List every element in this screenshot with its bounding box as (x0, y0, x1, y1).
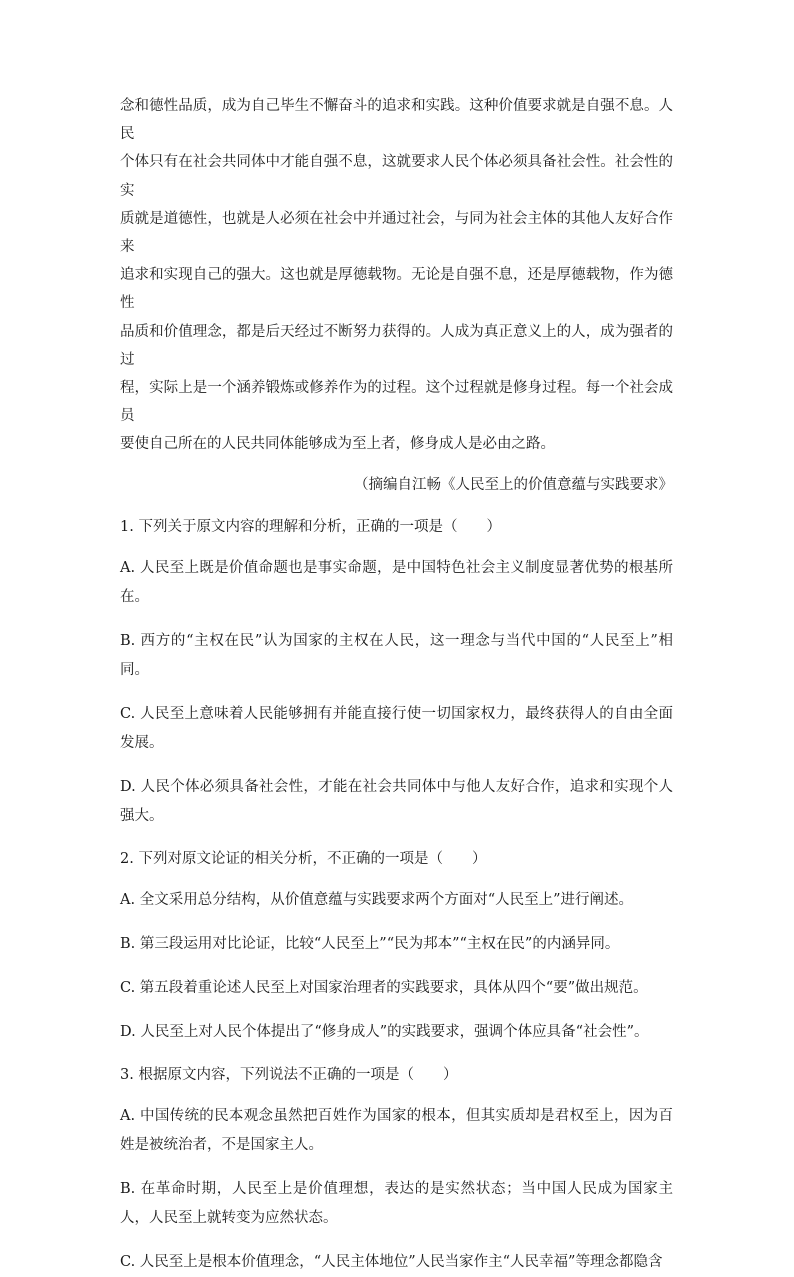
passage-line: 要使自己所在的人民共同体能够成为至上者，修身成人是必由之路。 (120, 436, 555, 453)
passage-line: 念和德性品质，成为自己毕生不懈奋斗的追求和实践。这种价值要求就是自强不息。人民 (120, 98, 673, 143)
question-stem: 1. 下列关于原文内容的理解和分析，正确的一项是（ ） (120, 518, 501, 535)
option-d: D. 人民至上对人民个体提出了“修身成人”的实践要求，强调个体应具备“社会性”。 (120, 1023, 649, 1040)
option-a: A. 全文采用总分结构，从价值意蕴与实践要求两个方面对“人民至上”进行阐述。 (120, 891, 634, 908)
option-c: C. 第五段着重论述人民至上对国家治理者的实践要求，具体从四个“要”做出规范。 (120, 979, 648, 996)
passage-paragraph (120, 92, 673, 459)
question-stem: 2. 下列对原文论证的相关分析，不正确的一项是（ ） (120, 850, 487, 867)
question-3 (120, 1063, 673, 1277)
option-d: D. 人民个体必须具备社会性，才能在社会共同体中与他人友好合作，追求和实现个人强大。 (120, 778, 673, 824)
option-c: C. 人民至上意味着人民能够拥有并能直接行使一切国家权力，最终获得人的自由全面发展。 (120, 705, 673, 751)
option-a: A. 人民至上既是价值命题也是事实命题，是中国特色社会主义制度显著优势的根基所在。 (120, 559, 673, 605)
option-c: C. 人民至上是根本价值理念，“人民主体地位”人民当家作主“人民幸福”等理念都隐含 (120, 1253, 663, 1270)
option-b: B. 第三段运用对比论证，比较“人民至上”“民为邦本”“主权在民”的内涵异同。 (120, 935, 620, 952)
option-a: A. 中国传统的民本观念虽然把百姓作为国家的根本，但其实质却是君权至上，因为百姓是被统治者，不是国家主人。 (120, 1107, 673, 1153)
document-body (120, 92, 673, 1277)
passage-line: 追求和实现自己的强大。这也就是厚德载物。无论是自强不息，还是厚德载物，作为德性 (120, 267, 673, 312)
passage-line: 品质和价值理念，都是后天经过不断努力获得的。人成为真正意义上的人，成为强者的过 (120, 323, 673, 368)
passage-line: 质就是道德性，也就是人必须在社会中并通过社会，与同为社会主体的其他人友好合作来 (120, 210, 673, 256)
passage-source: （摘编自江畅《人民至上的价值意蕴与实践要求》 (354, 476, 673, 493)
option-b: B. 西方的“主权在民”认为国家的主权在人民，这一理念与当代中国的“人民至上”相同。 (120, 632, 673, 678)
passage-line: 个体只有在社会共同体中才能自强不息，这就要求人民个体必须具备社会性。社会性的实 (120, 154, 673, 199)
question-2 (120, 847, 673, 1047)
question-1 (120, 515, 673, 831)
passage-line: 程，实际上是一个涵养锻炼或修养作为的过程。这个过程就是修身过程。每一个社会成员 (120, 380, 673, 425)
question-stem: 3. 根据原文内容，下列说法不正确的一项是（ ） (120, 1066, 458, 1083)
option-b: B. 在革命时期，人民至上是价值理想，表达的是实然状态；当中国人民成为国家主人，人民至上就转变为应然状态。 (120, 1180, 673, 1226)
